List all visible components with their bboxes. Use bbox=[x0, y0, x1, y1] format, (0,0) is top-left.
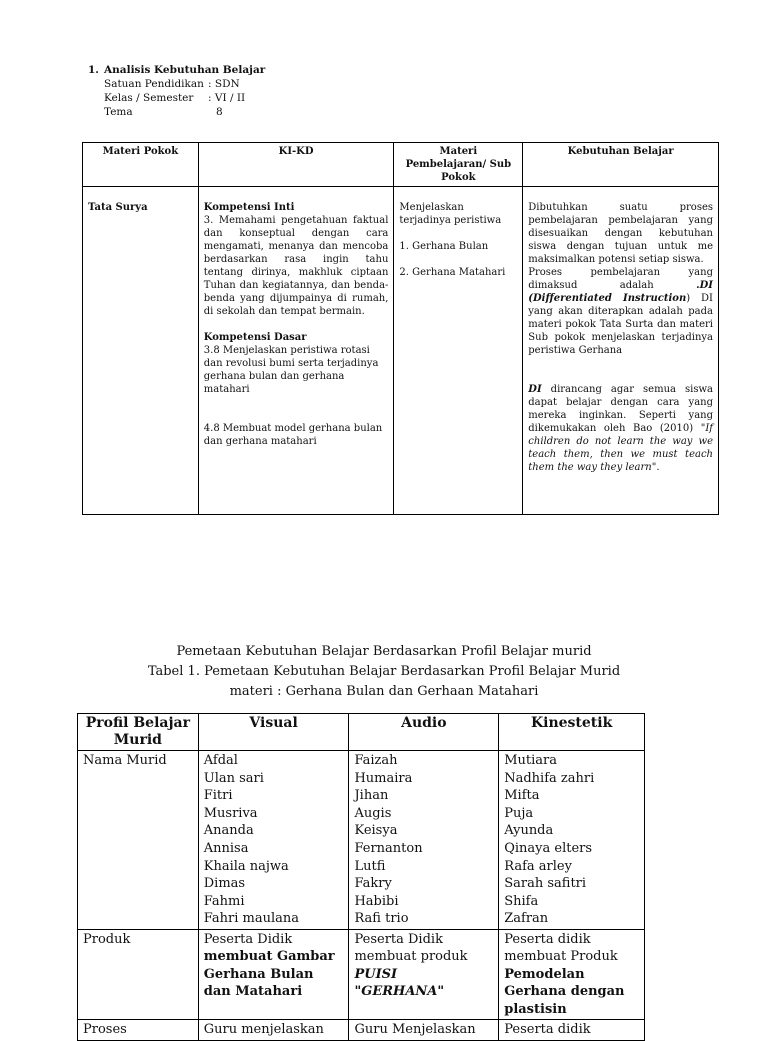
kb-di-term: .DI (Differentiated Instruction bbox=[528, 280, 713, 304]
student-name: Rafa arley bbox=[504, 858, 572, 874]
kb-paragraph-2 bbox=[528, 266, 713, 357]
produk-text-bold: "GERHANA" bbox=[354, 984, 445, 1000]
produk-visual-cell bbox=[198, 929, 349, 1020]
student-name: Fakry bbox=[354, 876, 392, 892]
proses-audio-cell: Guru Menjelaskan bbox=[349, 1020, 499, 1041]
field-value: 8 bbox=[216, 106, 223, 118]
student-name: Faizah bbox=[354, 753, 398, 768]
table-header-row bbox=[78, 714, 645, 751]
table-row-produk bbox=[78, 929, 645, 1020]
produk-text: Peserta Didik membuat produk bbox=[354, 931, 468, 965]
section-title bbox=[88, 63, 265, 77]
student-name: Lutfi bbox=[354, 858, 386, 874]
student-name: Jihan bbox=[354, 788, 389, 804]
kb-text: ) DI yang akan diterapkan adalah pada materi pokok Tata Surta dan materi Sub pokok menjelaskan terjadinya peristiwa Gerhana bbox=[528, 293, 713, 356]
student-name: Ananda bbox=[203, 823, 254, 839]
table-row-proses bbox=[78, 1020, 645, 1041]
caption-line-3: materi : Gerhana Bulan dan Gerhaan Matahari bbox=[229, 684, 539, 699]
kb-text: Proses pembelajaran yang dimaksud adalah bbox=[528, 267, 713, 291]
student-name: Fahri maulana bbox=[203, 911, 299, 927]
field-row bbox=[88, 91, 265, 105]
produk-text-bold: membuat Gambar Gerhana Bulan dan Matahari bbox=[203, 949, 335, 1000]
student-name: Fahmi bbox=[203, 893, 245, 909]
kinestetik-names bbox=[499, 751, 645, 930]
header-materi-pembelajaran: Materi Pembelajaran/ Sub Pokok bbox=[394, 143, 523, 187]
student-name: Khaila najwa bbox=[203, 858, 289, 874]
table-row-nama bbox=[78, 751, 645, 930]
ki-kd-cell bbox=[198, 187, 394, 515]
kb-di-term: DI bbox=[528, 384, 542, 395]
row-label: Produk bbox=[78, 929, 199, 1020]
field-label: Tema bbox=[104, 106, 133, 118]
field-row bbox=[88, 77, 265, 91]
student-name: Keisya bbox=[354, 823, 398, 839]
materi-intro: Menjelaskan terjadinya peristiwa bbox=[399, 202, 502, 226]
kb-text: ". bbox=[651, 462, 660, 473]
caption-line-2: Tabel 1. Pemetaan Kebutuhan Belajar Berdasarkan Profil Belajar Murid bbox=[147, 664, 621, 679]
section-header bbox=[88, 63, 265, 119]
header-visual: Visual bbox=[198, 714, 349, 751]
visual-names bbox=[198, 751, 349, 930]
kb-quote: If children do not learn the way we teach them, then we must teach them the way they learn bbox=[528, 423, 713, 473]
kb-paragraph-1: Dibutuhkan suatu proses pembelajaran pembelajaran yang disesuaikan dengan kebutuhan siswa dengan tujuan untuk me maksimalkan potensi setiap siswa. bbox=[528, 202, 713, 265]
student-name: Fernanton bbox=[354, 840, 423, 856]
caption-line-1: Pemetaan Kebutuhan Belajar Berdasarkan Profil Belajar murid bbox=[176, 644, 592, 659]
student-name: Rafi trio bbox=[354, 911, 409, 927]
row-label: Nama Murid bbox=[78, 751, 199, 930]
section-number: 1. bbox=[88, 64, 99, 76]
kb-paragraph-3 bbox=[528, 383, 713, 474]
row-label: Proses bbox=[78, 1020, 199, 1041]
header-kinestetik: Kinestetik bbox=[499, 714, 645, 751]
kb-text: dirancang agar semua siswa dapat belajar dengan cara yang mereka inginkan. Seperti yang dikemukakan oleh Bao (2010) " bbox=[528, 384, 713, 434]
materi-pokok-cell: Tata Surya bbox=[83, 187, 199, 515]
student-name: Annisa bbox=[203, 840, 249, 856]
header-ki-kd: KI-KD bbox=[198, 143, 394, 187]
student-name: Zafran bbox=[504, 911, 549, 927]
table-caption bbox=[0, 642, 768, 702]
student-name: Augis bbox=[354, 805, 392, 821]
student-name: Shifa bbox=[504, 893, 539, 909]
kd-item: 3.8 Menjelaskan peristiwa rotasi dan revolusi bumi serta terjadinya gerhana bulan dan gerhana matahari bbox=[203, 345, 379, 395]
kd-title: Kompetensi Dasar bbox=[203, 332, 307, 343]
field-label: Kelas / Semester bbox=[104, 92, 194, 104]
produk-text: Peserta didik membuat Produk bbox=[504, 931, 618, 965]
produk-text: Peserta Didik bbox=[203, 931, 293, 947]
field-label: Satuan Pendidikan bbox=[104, 78, 204, 90]
ki-title: Kompetensi Inti bbox=[203, 202, 295, 213]
produk-audio-cell bbox=[349, 929, 499, 1020]
field-row bbox=[88, 105, 265, 119]
section-title-text: Analisis Kebutuhan Belajar bbox=[104, 64, 266, 76]
materi-item: 2. Gerhana Matahari bbox=[399, 267, 506, 278]
student-name: Fitri bbox=[203, 788, 233, 804]
learning-profile-table bbox=[77, 713, 645, 1041]
header-profil: Profil Belajar Murid bbox=[78, 714, 199, 751]
header-materi-pokok: Materi Pokok bbox=[83, 143, 199, 187]
field-value: : SDN bbox=[208, 78, 240, 90]
student-name: Puja bbox=[504, 805, 534, 821]
student-name: Dimas bbox=[203, 876, 246, 892]
student-name: Mutiara bbox=[504, 753, 558, 768]
table-row bbox=[83, 187, 719, 515]
header-audio: Audio bbox=[349, 714, 499, 751]
ki-text: 3. Memahami pengetahuan faktual dan konseptual dengan cara mengamati, menanya dan mencoba berdasarkan rasa ingin tahu tentang dirinya, makhluk ciptaan Tuhan dan kegiatannya, dan benda-benda yang dijumpainya di rumah, di sekolah dan tempat bermain. bbox=[203, 215, 389, 317]
header-kebutuhan-belajar: Kebutuhan Belajar bbox=[523, 143, 719, 187]
field-value: : VI / II bbox=[208, 92, 246, 104]
materi-item: 1. Gerhana Bulan bbox=[399, 241, 489, 252]
student-name: Qinaya elters bbox=[504, 840, 593, 856]
student-name: Nadhifa zahri bbox=[504, 770, 595, 786]
materi-cell bbox=[394, 187, 523, 515]
produk-text-bold: Pemodelan Gerhana dengan plastisin bbox=[504, 966, 625, 1017]
table-header-row bbox=[83, 143, 719, 187]
audio-names bbox=[349, 751, 499, 930]
student-name: Mifta bbox=[504, 788, 540, 804]
produk-text-bold: PUISI bbox=[354, 966, 398, 982]
student-name: Ayunda bbox=[504, 823, 554, 839]
kd-item: 4.8 Membuat model gerhana bulan dan gerhana matahari bbox=[203, 423, 383, 447]
produk-kinestetik-cell bbox=[499, 929, 645, 1020]
learning-needs-table bbox=[82, 142, 719, 515]
student-name: Habibi bbox=[354, 893, 399, 909]
student-name: Humaira bbox=[354, 770, 413, 786]
student-name: Afdal bbox=[203, 753, 238, 768]
kebutuhan-cell bbox=[523, 187, 719, 515]
proses-kinestetik-cell: Peserta didik bbox=[499, 1020, 645, 1041]
student-name: Musriva bbox=[203, 805, 258, 821]
student-name: Sarah safitri bbox=[504, 876, 587, 892]
student-name: Ulan sari bbox=[203, 770, 264, 786]
proses-visual-cell: Guru menjelaskan bbox=[198, 1020, 349, 1041]
